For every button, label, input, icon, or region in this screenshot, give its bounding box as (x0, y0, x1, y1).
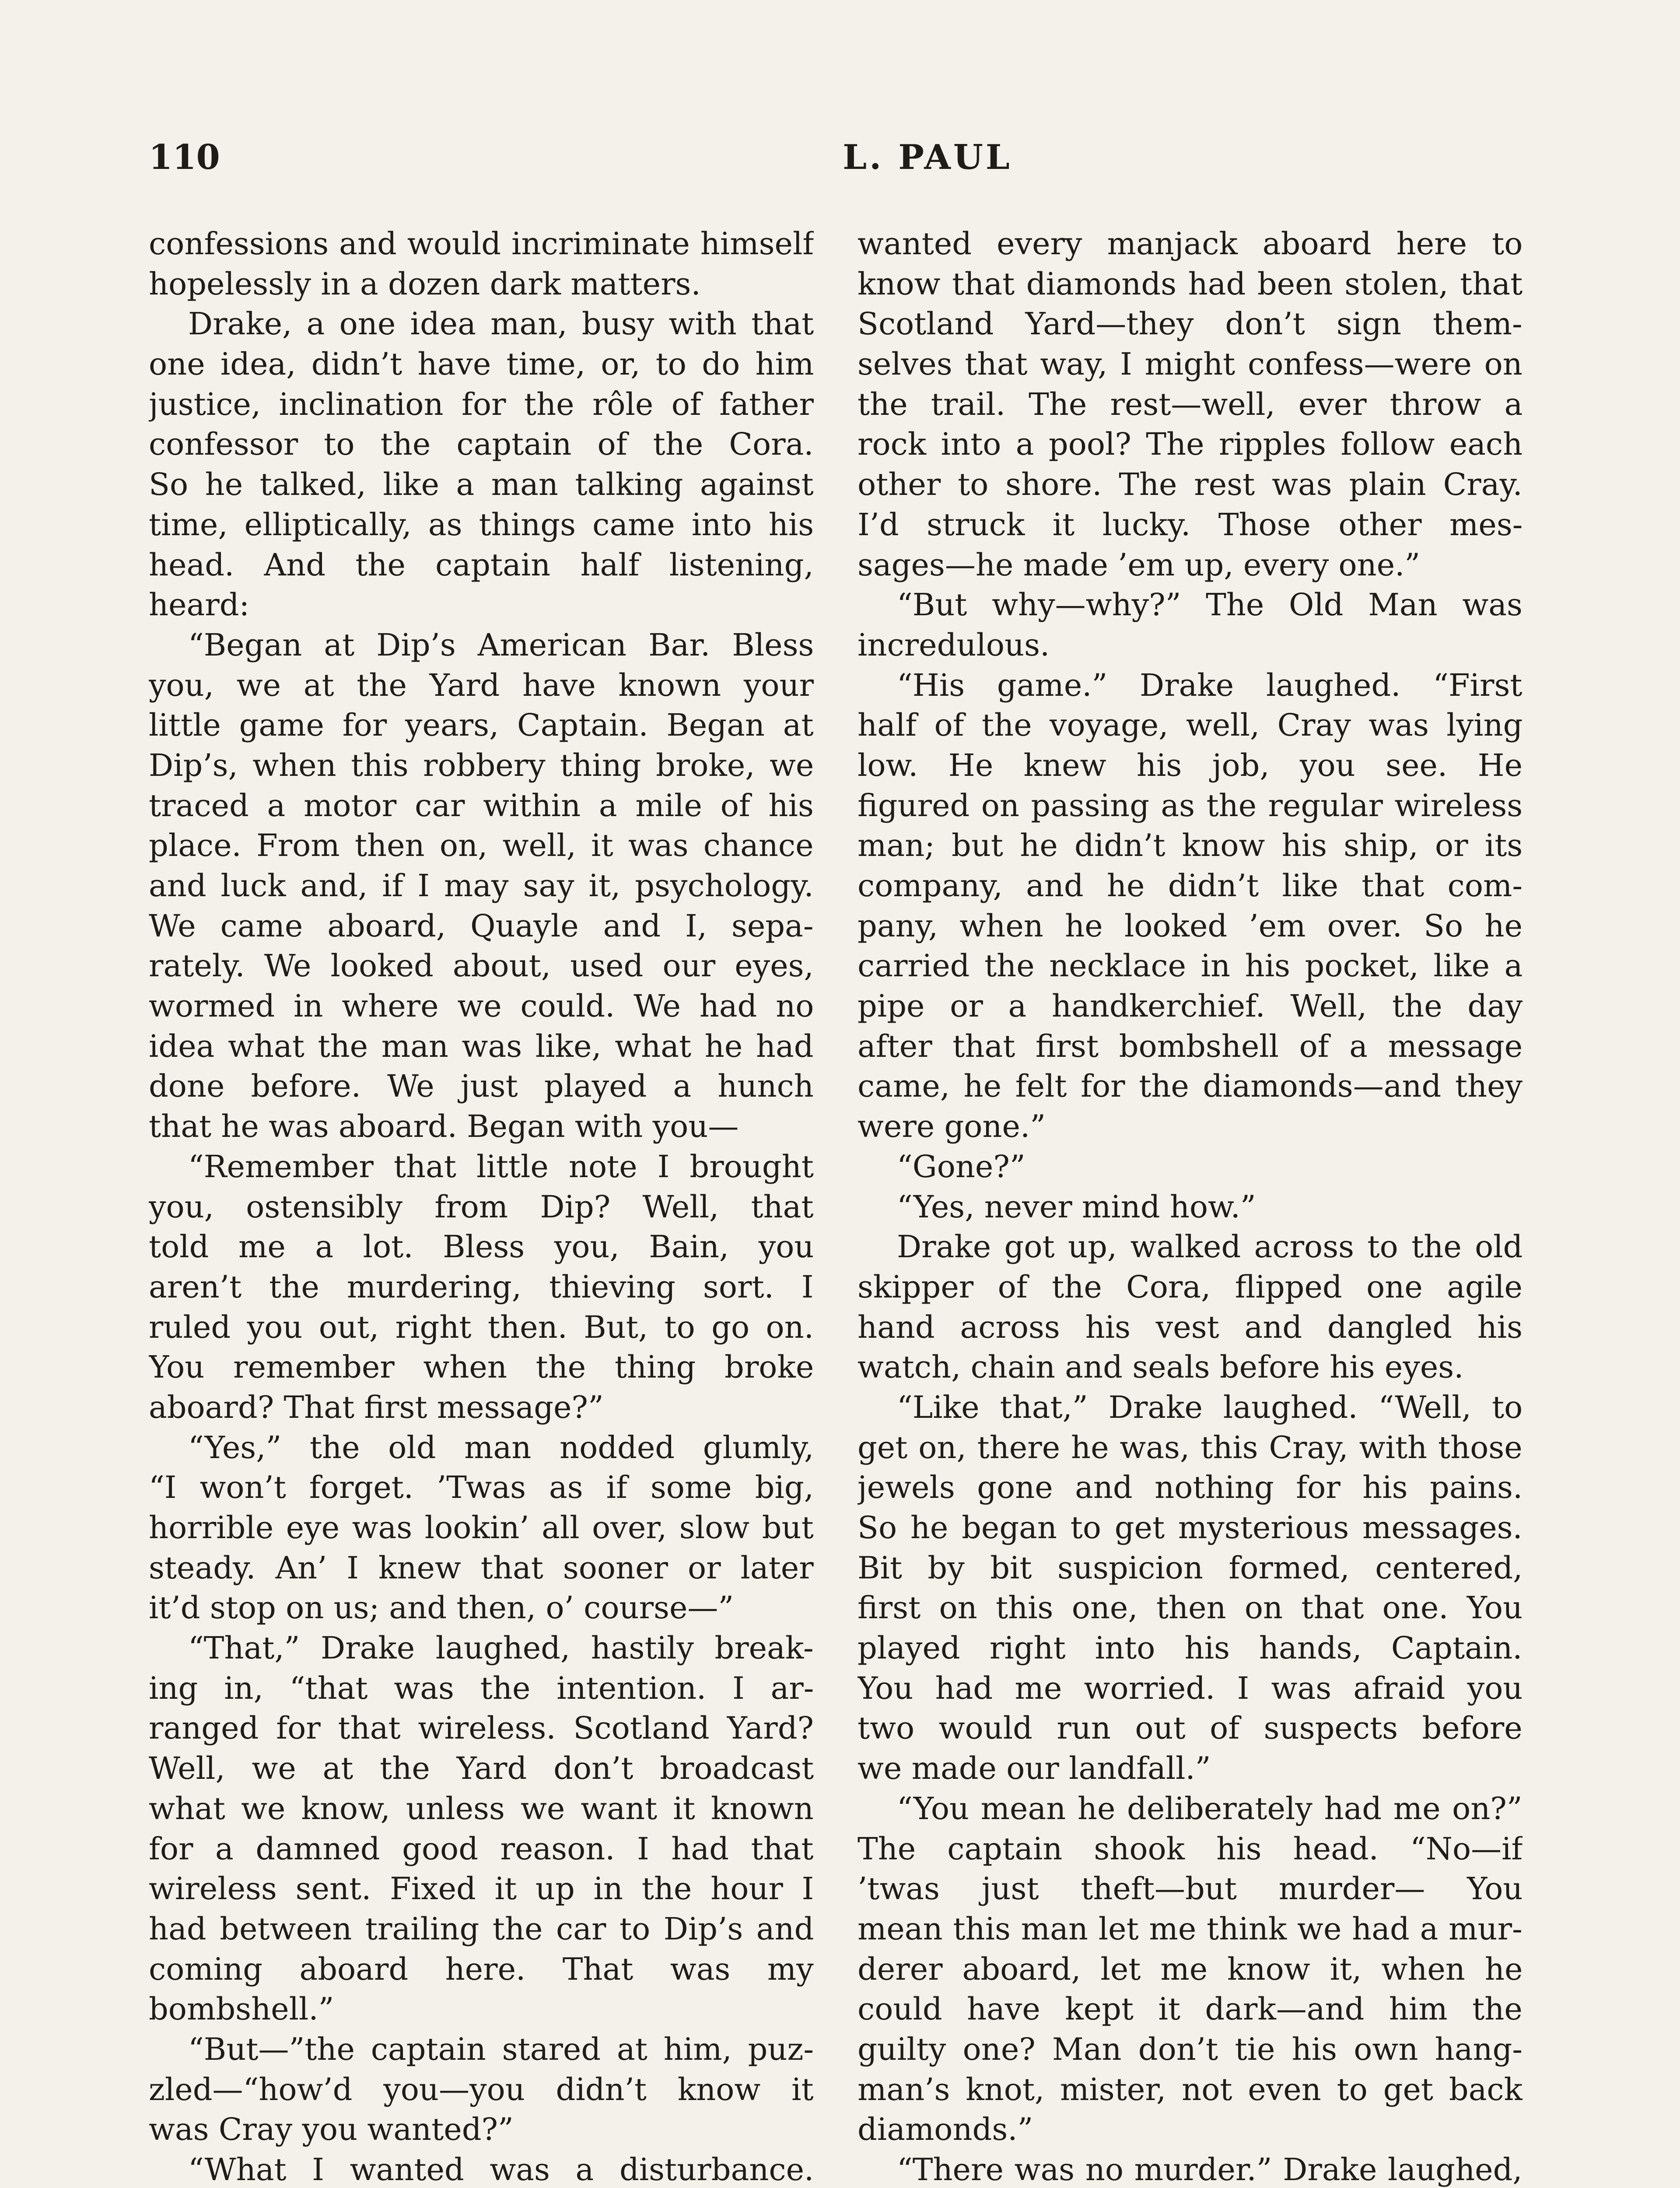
text-line: man; but he didn’t know his ship, or its (858, 828, 1522, 864)
text-line: zled—“how’d you—you didn’t know it (149, 2071, 814, 2107)
text-line: “Like that,” Drake laughed. “Well, to (897, 1389, 1522, 1425)
text-line: that he was aboard. Began with you— (149, 1108, 739, 1145)
text-line: Drake got up, walked across to the old (897, 1229, 1522, 1265)
text-line: man’s knot, mister, not even to get back (858, 2071, 1522, 2107)
text-line: low. He knew his job, you see. He (858, 747, 1522, 783)
text-line: we made our landfall.” (858, 1750, 1211, 1787)
text-line: pany, when he looked ’em over. So he (858, 908, 1522, 944)
text-line: “There was no murder.” Drake laughed, (897, 2152, 1522, 2188)
text-line: I’d struck it lucky. Those other mes- (858, 506, 1522, 543)
text-line: head. And the captain half listening, (149, 547, 814, 583)
text-line: justice, inclination for the rôle of father (149, 386, 814, 422)
text-line: told me a lot. Bless you, Bain, you (149, 1229, 814, 1265)
text-line: mean this man let me think we had a mur- (858, 1911, 1522, 1947)
text-line: know that diamonds had been stolen, that (858, 266, 1522, 302)
text-line: “But—”the captain stared at him, puz- (188, 2031, 814, 2067)
text-line: Bit by bit suspicion formed, centered, (858, 1550, 1522, 1586)
text-line: heard: (149, 587, 250, 623)
text-line: for a damned good reason. I had that (149, 1830, 814, 1867)
text-line: ranged for that wireless. Scotland Yard? (149, 1710, 814, 1746)
text-line: time, elliptically, as things came into his (149, 506, 814, 543)
page-number: 110 (149, 137, 220, 177)
text-line: rately. We looked about, used our eyes, (149, 948, 814, 984)
page-header (149, 133, 1531, 186)
text-line: watch, chain and seals before his eyes. (858, 1349, 1464, 1385)
text-line: “I won’t forget. ’Twas as if some big, (149, 1469, 814, 1506)
text-line: hopelessly in a dozen dark matters. (149, 266, 701, 302)
text-line: ruled you out, right then. But, to go on. (149, 1309, 814, 1345)
text-line: diamonds.” (858, 2111, 1033, 2148)
text-line: skipper of the Cora, flipped one agile (858, 1269, 1522, 1305)
text-line: Drake, a one idea man, busy with that (188, 306, 814, 342)
text-line: Scotland Yard—they don’t sign them- (858, 306, 1522, 342)
text-line: So he began to get mysterious messages. (858, 1510, 1522, 1546)
text-line: jewels gone and nothing for his pains. (858, 1469, 1522, 1506)
running-head: L. PAUL (843, 137, 1012, 177)
text-line: “Gone?” (897, 1148, 1026, 1185)
right-text-column (858, 224, 1522, 2188)
text-line: get on, there he was, this Cray, with those (858, 1429, 1522, 1466)
text-line: selves that way, I might confess—were on (858, 346, 1522, 382)
text-line: you, we at the Yard have known your (149, 667, 814, 703)
left-text-column (149, 224, 814, 2188)
text-line: “You mean he deliberately had me on?” (897, 1790, 1522, 1827)
text-line: could have kept it dark—and him the (858, 1991, 1522, 2027)
text-line: place. From then on, well, it was chance (149, 828, 814, 864)
text-line: horrible eye was lookin’ all over, slow but (149, 1510, 814, 1546)
text-line: So he talked, like a man talking against (149, 466, 814, 503)
text-line: You had me worried. I was afraid you (858, 1670, 1522, 1706)
text-line: and luck and, if I may say it, psychology. (149, 868, 814, 904)
text-line: you, ostensibly from Dip? Well, that (149, 1189, 814, 1225)
text-line: the trail. The rest—well, ever throw a (858, 386, 1522, 422)
text-line: confessions and would incriminate himself (149, 226, 814, 262)
text-line: idea what the man was like, what he had (149, 1028, 814, 1064)
text-line: “His game.” Drake laughed. “First (897, 667, 1522, 703)
text-line: “What I wanted was a disturbance. (188, 2152, 814, 2188)
text-line: incredulous. (858, 627, 1050, 663)
text-line: The captain shook his head. “No—if (858, 1830, 1522, 1867)
text-line: company, and he didn’t like that com- (858, 868, 1522, 904)
text-line: wanted every manjack aboard here to (858, 226, 1522, 262)
text-line: bombshell.” (149, 1991, 334, 2027)
text-line: traced a motor car within a mile of his (149, 787, 814, 824)
text-line: first on this one, then on that one. You (858, 1590, 1522, 1626)
text-line: “Remember that little note I brought (188, 1148, 814, 1185)
text-line: confessor to the captain of the Cora. (149, 426, 814, 463)
text-line: two would run out of suspects before (858, 1710, 1522, 1746)
text-line: played right into his hands, Captain. (858, 1630, 1522, 1666)
text-line: one idea, didn’t have time, or, to do him (149, 346, 814, 382)
text-line: carried the necklace in his pocket, like a (858, 948, 1522, 984)
text-line: “That,” Drake laughed, hastily break- (188, 1630, 814, 1666)
text-line: were gone.” (858, 1108, 1046, 1145)
text-line: hand across his vest and dangled his (858, 1309, 1522, 1345)
text-line: half of the voyage, well, Cray was lying (858, 707, 1522, 743)
text-line: was Cray you wanted?” (149, 2111, 514, 2148)
text-line: You remember when the thing broke (149, 1349, 814, 1385)
text-line: little game for years, Captain. Began at (149, 707, 814, 743)
text-line: “Yes,” the old man nodded glumly, (188, 1429, 814, 1466)
text-line: after that first bombshell of a message (858, 1028, 1522, 1064)
text-line: wormed in where we could. We had no (149, 988, 814, 1024)
text-line: “But why—why?” The Old Man was (897, 587, 1522, 623)
text-line: ’twas just theft—but murder— You (858, 1871, 1522, 1907)
text-line: had between trailing the car to Dip’s and (149, 1911, 814, 1947)
text-line: done before. We just played a hunch (149, 1068, 814, 1105)
text-line: derer aboard, let me know it, when he (858, 1951, 1522, 1987)
text-line: aboard? That first message?” (149, 1389, 604, 1425)
text-line: Well, we at the Yard don’t broadcast (149, 1750, 814, 1787)
text-line: aren’t the murdering, thieving sort. I (149, 1269, 814, 1305)
text-line: ing in, “that was the intention. I ar- (149, 1670, 814, 1706)
text-line: wireless sent. Fixed it up in the hour I (149, 1871, 814, 1907)
text-line: pipe or a handkerchief. Well, the day (858, 988, 1522, 1024)
text-line: other to shore. The rest was plain Cray. (858, 466, 1522, 503)
text-line: We came aboard, Quayle and I, sepa- (149, 908, 814, 944)
text-line: came, he felt for the diamonds—and they (858, 1068, 1522, 1105)
text-line: it’d stop on us; and then, o’ course—” (149, 1590, 734, 1626)
text-line: coming aboard here. That was my (149, 1951, 814, 1987)
text-line: steady. An’ I knew that sooner or later (149, 1550, 814, 1586)
text-line: “Began at Dip’s American Bar. Bless (188, 627, 814, 663)
text-line: what we know, unless we want it known (149, 1790, 814, 1827)
text-line: guilty one? Man don’t tie his own hang- (858, 2031, 1522, 2067)
text-line: figured on passing as the regular wireless (858, 787, 1522, 824)
text-line: Dip’s, when this robbery thing broke, we (149, 747, 814, 783)
text-line: rock into a pool? The ripples follow each (858, 426, 1522, 463)
text-line: sages—he made ’em up, every one.” (858, 547, 1421, 583)
text-line: “Yes, never mind how.” (897, 1189, 1256, 1225)
